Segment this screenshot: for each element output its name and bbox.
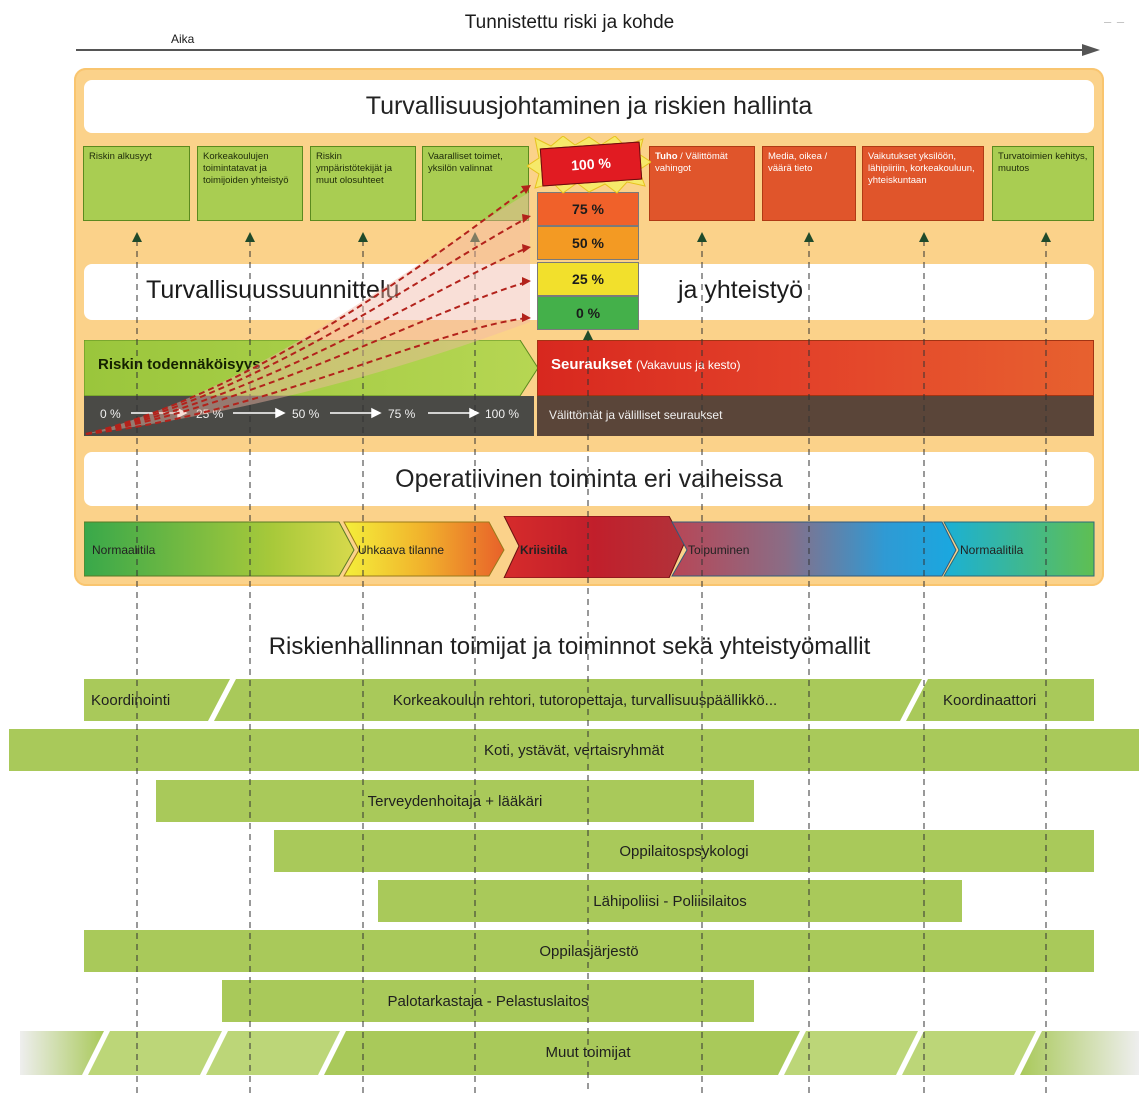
probability-scale-100: 100 % — [485, 407, 520, 421]
effect-text: Media, oikea / väärä tieto — [768, 151, 828, 174]
effect-box-media — [762, 146, 856, 221]
cause-box-environment — [310, 146, 416, 221]
other-actors-label: Muut toimijat — [545, 1044, 631, 1061]
effect-box-damage — [649, 146, 755, 221]
risk-level-75: 75 % — [537, 192, 639, 226]
management-band: Turvallisuusjohtaminen ja riskien hallinta — [84, 80, 1094, 133]
phase-label-recovery: Toipuminen — [688, 543, 750, 557]
phase-label-crisis: Kriisitila — [520, 543, 568, 557]
risk-level-50: 50 % — [537, 226, 639, 260]
diagram-title: Tunnistettu riski ja kohde — [464, 12, 675, 33]
planning-label-right: ja yhteistyö — [678, 276, 804, 304]
probability-title: Riskin todennäköisyys — [98, 356, 261, 373]
cause-text: Riskin ympäristötekijät ja muut olosuhteet — [316, 151, 393, 186]
risk-level-100: 100 % — [540, 142, 642, 187]
safety-development-box — [992, 146, 1094, 221]
consequences-title-text: Seuraukset — [551, 356, 632, 373]
cause-text: Vaaralliset toimet, yksilön valinnat — [428, 151, 503, 174]
time-axis-arrow — [74, 40, 1104, 60]
consequences-subtitle: Välittömät ja välilliset seuraukset — [549, 408, 723, 422]
risk-level-25: 25 % — [537, 262, 639, 296]
probability-scale-75: 75 % — [388, 407, 416, 421]
scale-arrows — [128, 406, 528, 420]
corner-mark: – – — [1104, 14, 1126, 29]
coordination-middle: Korkeakoulun rehtori, tutoropettaja, turvallisuuspäällikkö... — [392, 692, 778, 709]
actor-bar-police: Lähipoliisi - Poliisilaitos — [378, 880, 962, 922]
risk-level-0: 0 % — [537, 296, 639, 330]
planning-label-left: Turvallisuussuunnittelu — [146, 276, 400, 304]
actors-section-title: Riskienhallinnan toimijat ja toiminnot sekä yhteistyömallit — [268, 633, 871, 660]
operations-band: Operatiivinen toiminta eri vaiheissa — [84, 452, 1094, 506]
effect-bold: Tuho — [655, 151, 678, 162]
time-axis-label: Aika — [171, 32, 195, 46]
phase-label-normal-start: Normaalitila — [92, 543, 156, 557]
probability-scale-0: 0 % — [100, 407, 121, 421]
effect-text: / Välittömät vahingot — [655, 151, 728, 174]
cause-box-root — [83, 146, 190, 221]
effect-text: Vaikutukset yksilöön, lähipiiriin, korkeakouluun, yhteiskuntaan — [868, 151, 975, 186]
consequences-title — [551, 356, 741, 373]
cause-text: Riskin alkusyyt — [89, 151, 152, 162]
actor-bar-student-union: Oppilasjärjestö — [84, 930, 1094, 972]
cause-box-actions — [422, 146, 529, 221]
actor-bar-psychologist: Oppilaitospsykologi — [274, 830, 1094, 872]
coordination-left: Koordinointi — [91, 692, 171, 709]
cause-text: Korkeakoulujen toimintatavat ja toimijoiden yhteistyö — [203, 151, 289, 186]
consequences-note: (Vakavuus ja kesto) — [636, 358, 741, 372]
actor-bar-fire: Palotarkastaja - Pelastuslaitos — [222, 980, 754, 1022]
effect-box-impacts — [862, 146, 984, 221]
actor-bar-home: Koti, ystävät, vertaisryhmät — [9, 729, 1139, 771]
actor-bar-health: Terveydenhoitaja + lääkäri — [156, 780, 754, 822]
phase-chevrons — [84, 516, 1096, 578]
phase-label-threat: Uhkaava tilanne — [358, 543, 445, 557]
box-text: Turvatoimien kehitys, muutos — [998, 151, 1088, 174]
probability-scale-25: 25 % — [196, 407, 224, 421]
coordination-right: Koordinaattori — [943, 692, 1037, 709]
cause-box-practices — [197, 146, 303, 221]
phase-label-normal-end: Normaalitila — [960, 543, 1024, 557]
probability-scale-50: 50 % — [292, 407, 320, 421]
